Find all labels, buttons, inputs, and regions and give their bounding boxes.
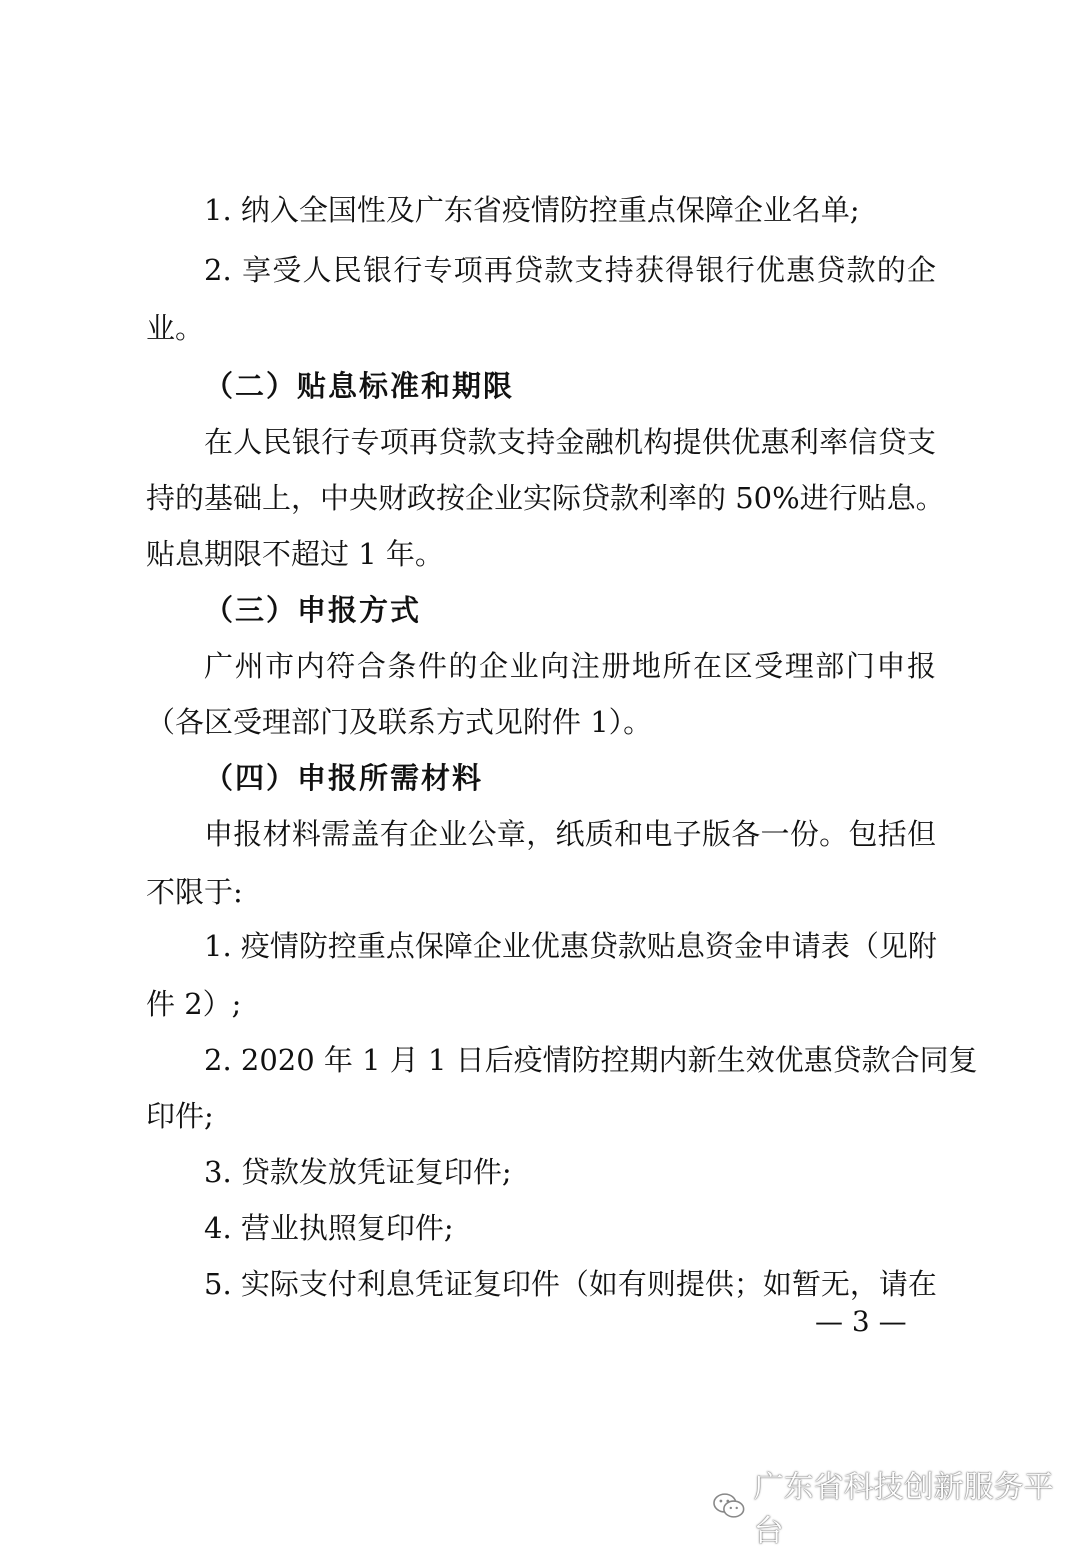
list-item: 5. 实际支付利息凭证复印件（如有则提供；如暂无，请在 [204,1267,937,1301]
paragraph-line: 在人民银行专项再贷款支持金融机构提供优惠利率信贷支 [204,425,936,459]
paragraph-line: 不限于: [146,875,243,909]
section-heading: （三）申报方式 [204,593,422,627]
list-item: 4. 营业执照复印件; [204,1211,454,1245]
section-heading: （二）贴息标准和期限 [204,369,515,403]
paragraph-line: 持的基础上，中央财政按企业实际贷款利率的 50%进行贴息。 [146,481,945,515]
watermark-text: 广东省科技创新服务平台 [753,1470,1054,1549]
page-number: — 3 — [815,1305,907,1338]
list-item: 3. 贷款发放凭证复印件; [204,1155,512,1189]
paragraph-line: 贴息期限不超过 1 年。 [146,537,444,571]
wechat-icon [712,1491,746,1521]
paragraph-line: 申报材料需盖有企业公章，纸质和电子版各一份。包括但 [204,817,936,851]
paragraph-line: 广州市内符合条件的企业向注册地所在区受理部门申报 [204,649,936,683]
watermark [712,1462,1080,1550]
list-item: 件 2）; [146,987,242,1021]
section-heading: （四）申报所需材料 [204,761,484,795]
list-item: 2. 享受人民银行专项再贷款支持获得银行优惠贷款的企 [204,253,936,287]
list-item: 印件; [146,1099,214,1133]
list-item: 1. 纳入全国性及广东省疫情防控重点保障企业名单; [204,193,860,227]
list-item: 1. 疫情防控重点保障企业优惠贷款贴息资金申请表（见附 [204,929,937,963]
list-item: 2. 2020 年 1 月 1 日后疫情防控期内新生效优惠贷款合同复 [204,1043,978,1077]
paragraph-line: （各区受理部门及联系方式见附件 1）。 [146,705,653,739]
paragraph-line: 业。 [146,311,205,345]
